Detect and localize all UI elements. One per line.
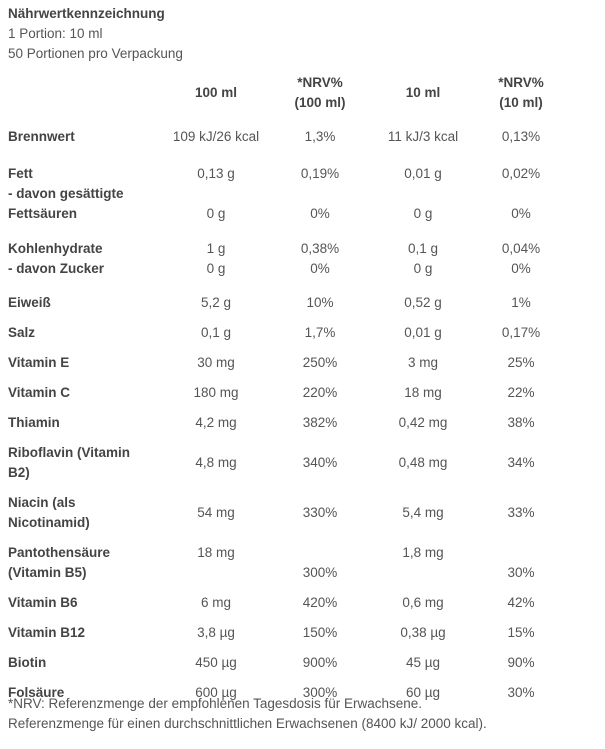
nrv-100ml: 300% <box>302 685 338 700</box>
value-10ml: 11 kJ/3 kcal <box>387 129 459 144</box>
nrv-100ml: 1,3% <box>304 129 336 144</box>
nrv-100ml: 900% <box>302 655 338 670</box>
value-10ml: 0,48 mg <box>398 455 448 470</box>
value-100ml: 54 mg <box>197 505 235 520</box>
nrv-10ml: 42% <box>507 595 535 610</box>
nrv-100ml: 220% <box>302 385 338 400</box>
table-row <box>8 438 560 488</box>
nrv-10ml: 15% <box>507 625 535 640</box>
table-row <box>8 488 560 538</box>
value-10ml: 0,42 mg <box>398 415 448 430</box>
intro-block <box>8 4 183 64</box>
nrv-100ml: 150% <box>302 625 338 640</box>
nrv-10ml: 0,02% 0% <box>501 166 541 221</box>
portions-per-package: 50 Portionen pro Verpackung <box>8 46 183 61</box>
value-100ml: 600 µg <box>195 685 237 700</box>
value-100ml: 4,2 mg <box>195 415 237 430</box>
header-10ml: 10 ml <box>405 85 441 100</box>
nrv-100ml: 250% <box>302 355 338 370</box>
header-empty <box>8 70 156 116</box>
row-label: Fett - davon gesättigte Fettsäuren <box>8 166 124 221</box>
row-label: Eiweiß <box>8 295 51 310</box>
nrv-100ml: 1,7% <box>304 325 336 340</box>
row-label: Brennwert <box>8 129 75 144</box>
table-row <box>8 288 560 318</box>
header-nrv-100ml: *NRV% (100 ml) <box>294 75 346 110</box>
nrv-100ml: 300% <box>302 565 338 580</box>
value-10ml: 0,38 µg <box>400 625 446 640</box>
row-label: Vitamin E <box>8 355 70 370</box>
value-100ml: 1 g 0 g <box>206 241 226 276</box>
value-10ml: 1,8 mg <box>402 545 444 560</box>
nrv-10ml: 1% <box>511 295 531 310</box>
table-row <box>8 588 560 618</box>
row-label: Folsäure <box>8 685 65 700</box>
page-title: Nährwertkennzeichnung <box>8 6 165 21</box>
row-label: Pantothensäure (Vitamin B5) <box>8 545 111 580</box>
row-label: Niacin (als Nicotinamid) <box>8 495 90 530</box>
row-label: Thiamin <box>8 415 60 430</box>
row-label: Vitamin C <box>8 385 71 400</box>
value-10ml: 60 µg <box>405 685 441 700</box>
nrv-10ml: 0,04% 0% <box>501 241 541 276</box>
row-label: Vitamin B6 <box>8 595 78 610</box>
nrv-100ml: 330% <box>302 505 338 520</box>
nrv-100ml: 340% <box>302 455 338 470</box>
row-label: Salz <box>8 325 36 340</box>
footnote-reference-adult: Referenzmenge für einen durchschnittlichen Erwachsenen (8400 kJ/ 2000 kcal). <box>8 716 487 731</box>
value-10ml: 0,01 g 0 g <box>404 166 442 221</box>
value-100ml: 5,2 g <box>200 295 232 310</box>
value-10ml: 3 mg <box>407 355 438 370</box>
value-100ml: 109 kJ/26 kcal <box>172 129 260 144</box>
value-10ml: 45 µg <box>405 655 441 670</box>
value-10ml: 0,6 mg <box>402 595 444 610</box>
value-100ml: 0,1 g <box>200 325 232 340</box>
table-row <box>8 230 560 288</box>
value-100ml: 4,8 mg <box>195 455 237 470</box>
value-10ml: 18 mg <box>404 385 442 400</box>
table-row <box>8 158 560 230</box>
nrv-10ml: 38% <box>507 415 535 430</box>
nrv-10ml: 25% <box>507 355 535 370</box>
nrv-100ml: 10% <box>306 295 334 310</box>
value-100ml: 18 mg <box>197 545 235 560</box>
value-100ml: 450 µg <box>195 655 237 670</box>
nrv-100ml: 382% <box>302 415 338 430</box>
table-row <box>8 116 560 158</box>
nrv-100ml: 0,38% 0% <box>300 241 340 276</box>
nrv-10ml: 30% <box>507 685 535 700</box>
nrv-10ml: 90% <box>507 655 535 670</box>
table-row <box>8 648 560 678</box>
row-label: Kohlenhydrate - davon Zucker <box>8 241 105 276</box>
nrv-10ml: 0,13% <box>501 129 541 144</box>
portion-size: 1 Portion: 10 ml <box>8 26 103 41</box>
footnote <box>8 694 487 734</box>
table-row <box>8 378 560 408</box>
nrv-10ml: 33% <box>507 505 535 520</box>
nrv-10ml: 22% <box>507 385 535 400</box>
value-100ml: 180 mg <box>193 385 239 400</box>
value-10ml: 0,1 g 0 g <box>407 241 439 276</box>
nutrition-table <box>8 70 560 708</box>
table-row <box>8 408 560 438</box>
value-10ml: 5,4 mg <box>402 505 444 520</box>
value-100ml: 30 mg <box>197 355 235 370</box>
value-100ml: 0,13 g 0 g <box>197 166 235 221</box>
row-label: Vitamin B12 <box>8 625 86 640</box>
footnote-nrv-definition: *NRV: Referenzmenge der empfohlenen Tagesdosis für Erwachsene. <box>8 696 422 711</box>
nrv-100ml: 420% <box>302 595 338 610</box>
header-nrv-10ml: *NRV% (10 ml) <box>498 75 544 110</box>
table-row <box>8 348 560 378</box>
table-header-row <box>8 70 560 116</box>
table-row <box>8 318 560 348</box>
table-row <box>8 618 560 648</box>
nrv-100ml: 0,19% 0% <box>300 166 340 221</box>
nrv-10ml: 34% <box>507 455 535 470</box>
row-label: Riboflavin (Vitamin B2) <box>8 445 131 480</box>
nrv-10ml: 0,17% <box>501 325 541 340</box>
nrv-10ml: 30% <box>507 565 535 580</box>
value-100ml: 3,8 µg <box>197 625 235 640</box>
value-10ml: 0,52 g <box>404 295 442 310</box>
value-100ml: 6 mg <box>200 595 231 610</box>
header-100ml: 100 ml <box>194 85 238 100</box>
row-label: Biotin <box>8 655 47 670</box>
value-10ml: 0,01 g <box>404 325 442 340</box>
table-row <box>8 538 560 588</box>
